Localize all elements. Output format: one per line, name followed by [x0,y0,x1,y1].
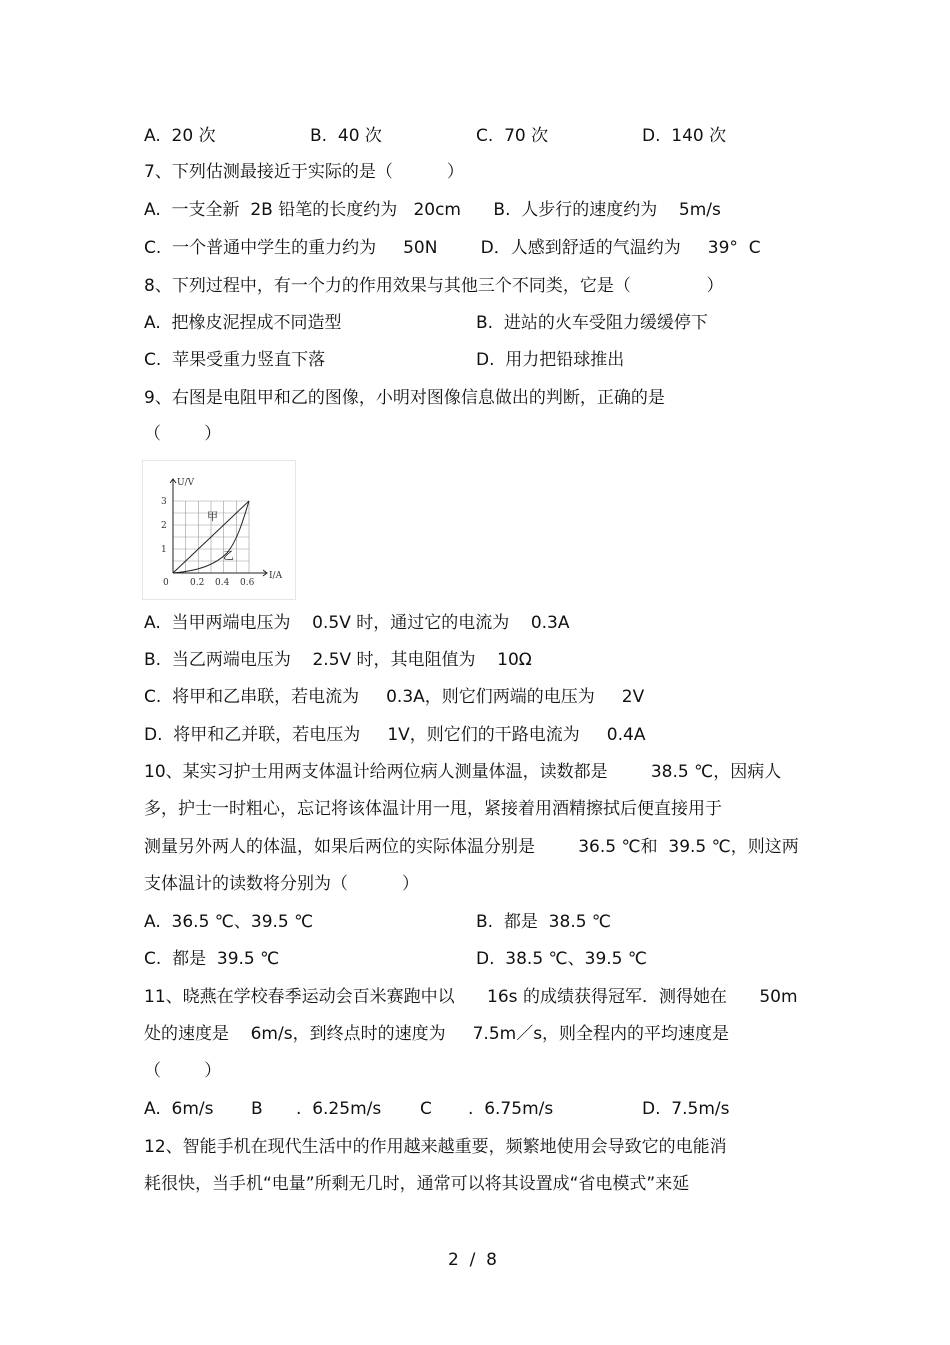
q9-iv-graph [142,460,296,600]
q11-option-b-value: . 6.25m/s [296,1099,382,1119]
q11-option-d: D. 7.5m/s [642,1099,730,1119]
q8-option-c: C. 苹果受重力竖直下落 [144,350,326,370]
q10-option-a: A. 36.5 ℃、39.5 ℃ [144,912,314,932]
q9-option-a: A. 当甲两端电压为 0.5V 时，通过它的电流为 0.3A [144,613,570,633]
q6-option-b: B. 40 次 [310,126,382,146]
q11-option-a: A. 6m/s [144,1099,214,1119]
graph-curve-yi-label: 乙 [223,549,234,562]
q10-option-b: B. 都是 38.5 ℃ [476,912,612,932]
graph-x-label: I/A [269,571,283,581]
q11-line-1: 11、晓燕在学校春季运动会百米赛跑中以 16s 的成绩获得冠军．测得她在 50m [144,987,798,1007]
q8-stem: 8、下列过程中，有一个力的作用效果与其他三个不同类，它是（ ） [144,276,724,296]
q10-option-c: C. 都是 39.5 ℃ [144,949,280,969]
graph-y-tick-1: 1 [161,545,167,555]
graph-y-tick-3: 3 [161,497,167,507]
q6-option-d: D. 140 次 [642,126,727,146]
q9-stem: 9、右图是电阻甲和乙的图像，小明对图像信息做出的判断，正确的是 [144,388,665,408]
q10-line-2: 多，护士一时粗心，忘记将该体温计用一甩，紧接着用酒精擦拭后便直接用于 [144,799,722,819]
q9-option-b: B. 当乙两端电压为 2.5V 时，其电阻值为 10Ω [144,650,532,670]
q12-line-2: 耗很快，当手机“电量”所剩无几时，通常可以将其设置成“省电模式”来延 [144,1174,690,1194]
q9-option-d: D. 将甲和乙并联，若电压为 1V，则它们的干路电流为 0.4A [144,725,646,745]
q7-stem: 7、下列估测最接近于实际的是（ ） [144,162,464,182]
graph-x-tick-06: 0.6 [240,578,255,588]
q11-option-c-letter: C [420,1099,432,1119]
q8-option-b: B. 进站的火车受阻力缓缓停下 [476,313,708,333]
page-number: 2 / 8 [448,1250,497,1270]
q9-answer-paren: （ ） [144,424,222,444]
graph-curve-jia-label: 甲 [207,510,218,523]
q11-option-c-value: . 6.75m/s [468,1099,554,1119]
graph-y-tick-2: 2 [161,521,167,531]
q6-option-c: C. 70 次 [476,126,549,146]
q11-option-b-letter: B [251,1099,263,1119]
q7-options-line2: C. 一个普通中学生的重力约为 50N D．人感到舒适的气温约为 39° C [144,238,761,258]
q10-option-d: D. 38.5 ℃、39.5 ℃ [476,949,647,969]
q10-line-3: 测量另外两人的体温，如果后两位的实际体温分别是 36.5 ℃和 39.5 ℃，则这两 [144,837,799,857]
q10-line-1: 10、某实习护士用两支体温计给两位病人测量体温，读数都是 38.5 ℃，因病人 [144,762,782,782]
q8-option-a: A. 把橡皮泥捏成不同造型 [144,313,342,333]
graph-x-tick-0: 0 [163,578,169,588]
q9-option-c: C. 将甲和乙串联，若电流为 0.3A，则它们两端的电压为 2V [144,687,645,707]
graph-x-tick-02: 0.2 [190,578,205,588]
graph-x-tick-04: 0.4 [215,578,230,588]
q6-option-a: A. 20 次 [144,126,216,146]
q7-options-line1: A. 一支全新 2B 铅笔的长度约为 20cm B. 人步行的速度约为 5m/s [144,200,721,220]
q11-line-3: （ ） [144,1061,222,1081]
q10-line-4: 支体温计的读数将分别为（ ） [144,874,420,894]
q12-line-1: 12、智能手机在现代生活中的作用越来越重要，频繁地使用会导致它的电能消 [144,1137,727,1157]
graph-y-label: U/V [177,478,195,488]
q8-option-d: D. 用力把铅球推出 [476,350,625,370]
q11-line-2: 处的速度是 6m/s，到终点时的速度为 7.5m／s，则全程内的平均速度是 [144,1024,730,1044]
